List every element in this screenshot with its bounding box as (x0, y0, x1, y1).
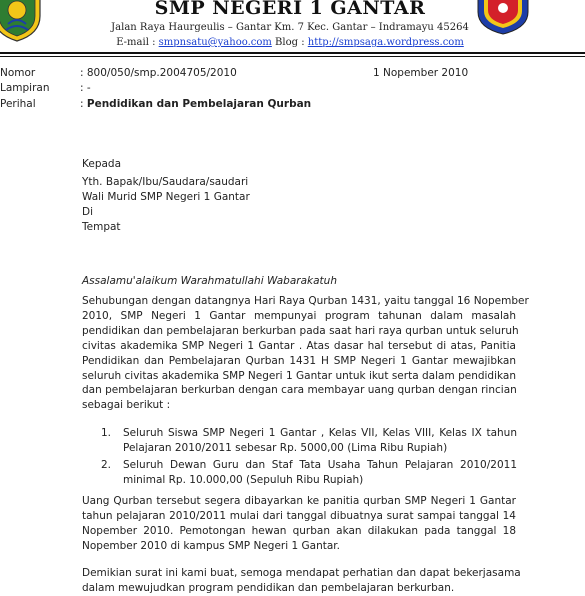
paragraph-line: Nopember 2010 di kampus SMP Negeri 1 Gantar. (82, 539, 340, 552)
school-address: Jalan Raya Haurgeulis – Gantar Km. 7 Kec. Gantar – Indramayu 45264 (111, 22, 469, 33)
letterhead-divider-thick (0, 52, 585, 54)
paragraph-line: dalam mewujudkan program pendidikan dan pembelajaran berkurban. (82, 581, 455, 594)
paragraph-line: seluruh civitas akademika SMP Negeri 1 Gantar untuk ikut serta dalam pendidikan (82, 369, 516, 382)
letter-date: 1 Nopember 2010 (373, 67, 469, 79)
email-label: E-mail : (116, 37, 156, 48)
list-text (123, 458, 517, 488)
recipient-line-4: Tempat (82, 221, 121, 233)
list-line: Pelajaran 2010/2011 sebesar Rp. 5000,00 (Lima Ribu Rupiah) (123, 441, 448, 454)
paragraph-line: Nopember 2010. Pemotongan hewan qurban akan dilakukan pada tanggal 18 (82, 524, 516, 537)
paragraph-line: tahun pelajaran 2010/2011 mulai dari tanggal dibuatnya surat sampai tanggal 14 (82, 509, 516, 522)
recipient-line-2: Wali Murid SMP Negeri 1 Gantar (82, 191, 250, 203)
body-paragraph-1 (82, 294, 529, 413)
letterhead-divider-thin (0, 56, 585, 57)
blog-link[interactable]: http://smpsaga.wordpress.com (307, 37, 464, 48)
body-paragraph-3 (82, 566, 521, 596)
list-number: 2. (101, 459, 112, 471)
paragraph-line: Demikian surat ini kami buat, semoga mendapat perhatian dan dapat bekerjasama (82, 567, 521, 579)
lampiran-label: Lampiran (0, 82, 50, 94)
paragraph-line: civitas akademika SMP Negeri 1 Gantar . Atas dasar hal tersebut di atas, Panitia (82, 339, 516, 352)
greeting-salam: Assalamu'alaikum Warahmatullahi Wabarakatuh (82, 275, 337, 287)
paragraph-line: 2010, SMP Negeri 1 Gantar mempunyai program tahunan dalam masalah (82, 309, 516, 322)
recipient-line-3: Di (82, 206, 94, 218)
list-number: 1. (101, 427, 112, 439)
school-name: SMP NEGERI 1 GANTAR (154, 0, 426, 19)
recipient-line-1: Yth. Bapak/Ibu/Saudara/saudari (82, 176, 249, 188)
perihal-colon: : (80, 98, 84, 110)
list-line: minimal Rp. 10.000,00 (Sepuluh Ribu Rupiah) (123, 473, 364, 486)
nomor-value: : 800/050/smp.2004705/2010 (80, 67, 237, 79)
paragraph-line: Pendidikan dan Pembelajaran Qurban 1431 H SMP Negeri 1 Gantar mewajibkan (82, 354, 516, 367)
list-line: Seluruh Dewan Guru dan Staf Tata Usaha Tahun Pelajaran 2010/2011 (123, 459, 517, 471)
paragraph-line: dan pembelajaran berkurban dengan cara membayar uang qurban dengan rincian (82, 384, 517, 397)
body-paragraph-2 (82, 494, 516, 554)
perihal-subject: Pendidikan dan Pembelajaran Qurban (86, 98, 312, 110)
recipient-kepada: Kepada (82, 158, 122, 170)
list-text (123, 426, 517, 456)
email-link[interactable]: smpnsatu@yahoo.com (158, 37, 272, 48)
blog-label: Blog : (275, 37, 305, 48)
list-line: Seluruh Siswa SMP Negeri 1 Gantar , Kelas VII, Kelas VIII, Kelas IX tahun (123, 427, 517, 439)
perihal-value (80, 98, 311, 110)
regency-emblem-logo (0, 0, 46, 42)
contact-line (60, 37, 520, 48)
paragraph-line: pendidikan dan pembelajaran berkurban pada saat hari raya qurban untuk seluruh (82, 324, 519, 337)
nomor-label: Nomor (0, 67, 36, 79)
paragraph-line: Uang Qurban tersebut segera dibayarkan ke panitia qurban SMP Negeri 1 Gantar (82, 495, 516, 507)
perihal-label: Perihal (0, 98, 36, 110)
paragraph-line: Sehubungan dengan datangnya Hari Raya Qurban 1431, yaitu tanggal 16 Nopember (82, 295, 529, 307)
lampiran-value: : - (80, 82, 91, 94)
paragraph-line: sebagai berikut : (82, 399, 171, 412)
